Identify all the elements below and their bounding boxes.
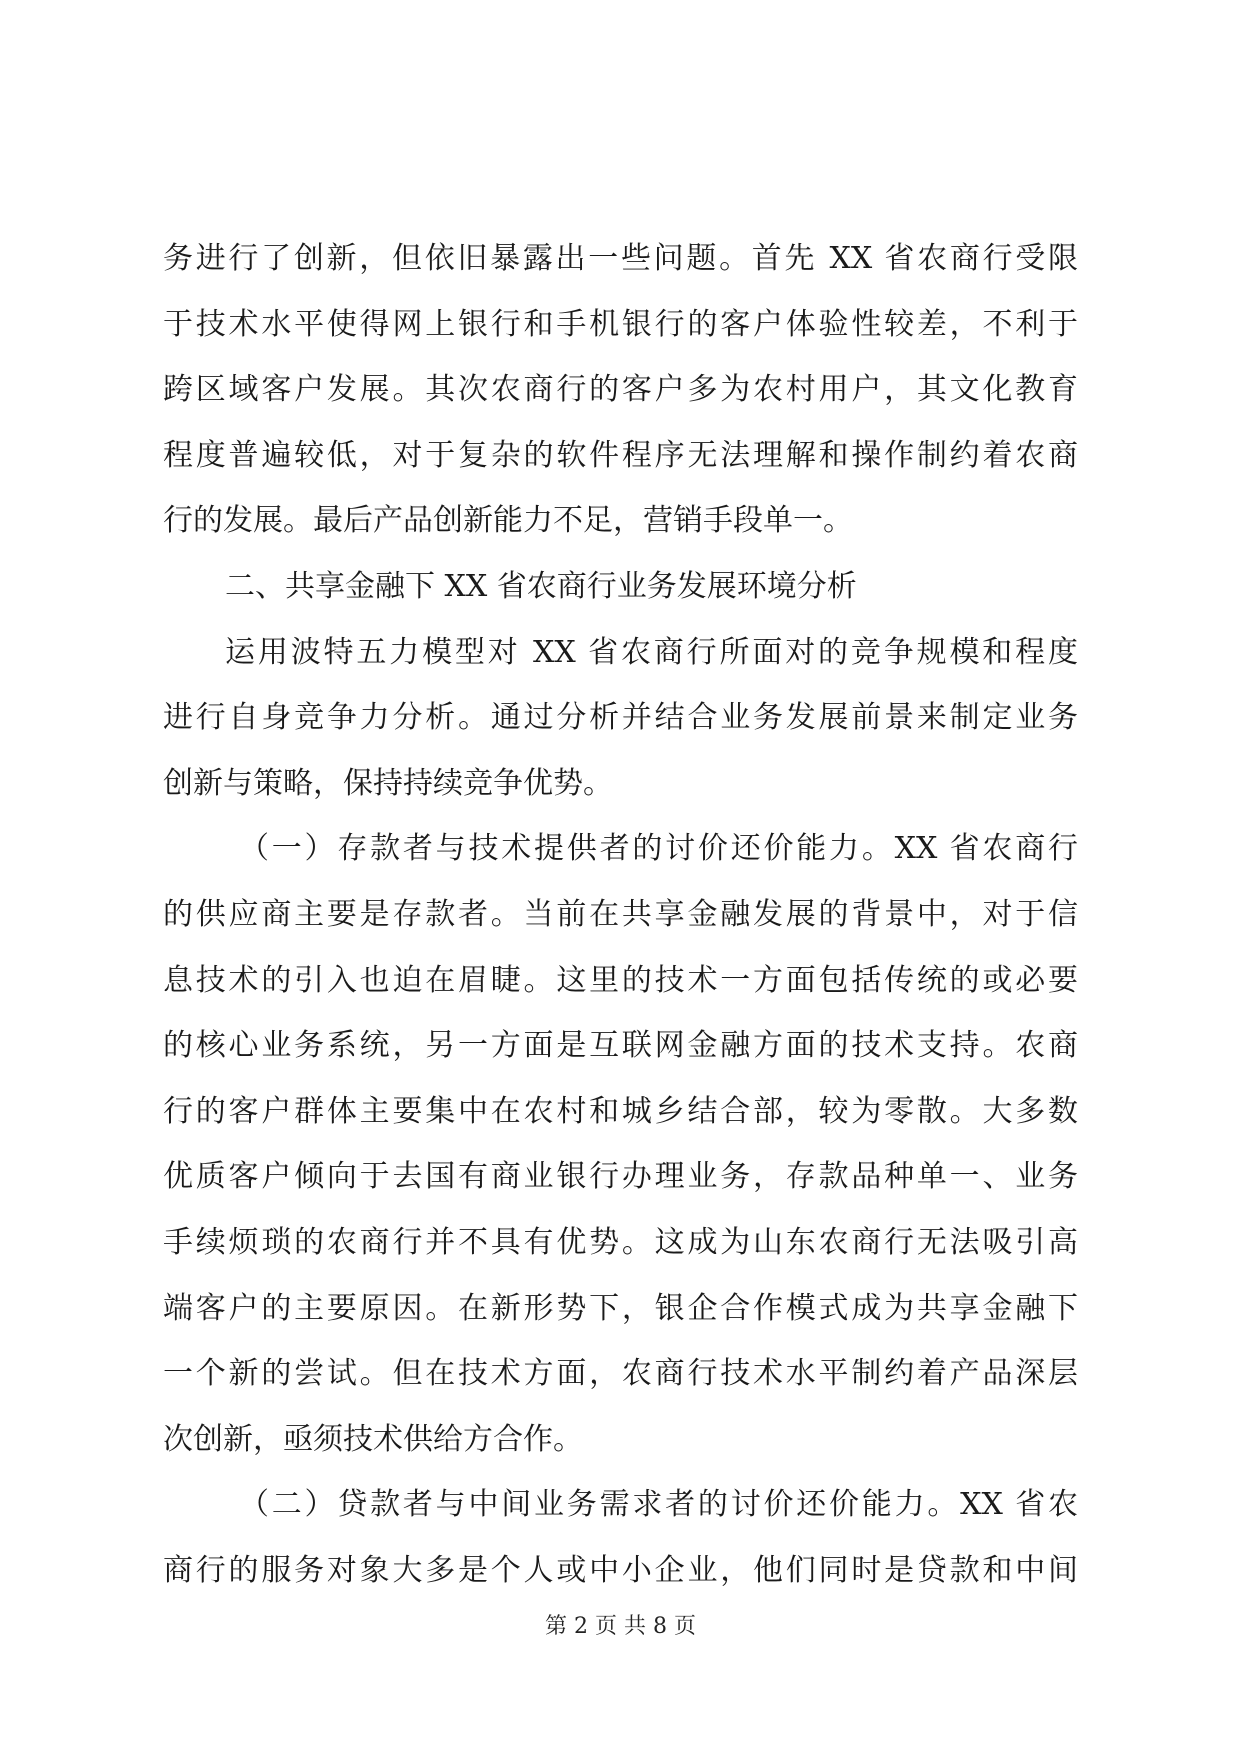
- section-heading: 二、共享金融下 XX 省农商行业务发展环境分析: [225, 568, 857, 604]
- text-line: 次创新，亟须技术供给方合作。: [163, 1421, 583, 1457]
- page-number-footer: 第 2 页 共 8 页: [545, 1614, 696, 1639]
- text-line: 创新与策略，保持持续竞争优势。: [163, 765, 613, 801]
- text-line: 进行自身竞争力分析。通过分析并结合业务发展前景来制定业务: [163, 700, 1078, 736]
- subsection-heading-line: （二）贷款者与中间业务需求者的讨价还价能力。XX 省农: [239, 1487, 1078, 1523]
- document-body: [163, 226, 1078, 1603]
- text-line: 一个新的尝试。但在技术方面，农商行技术水平制约着产品深层: [163, 1356, 1078, 1392]
- text-line: 程度普遍较低，对于复杂的软件程序无法理解和操作制约着农商: [163, 437, 1078, 473]
- text-line: 息技术的引入也迫在眉睫。这里的技术一方面包括传统的或必要: [163, 962, 1078, 998]
- text-line: 的核心业务系统，另一方面是互联网金融方面的技术支持。农商: [163, 1028, 1078, 1064]
- text-line: 优质客户倾向于去国有商业银行办理业务，存款品种单一、业务: [163, 1159, 1078, 1195]
- text-line: 行的发展。最后产品创新能力不足，营销手段单一。: [163, 503, 853, 539]
- text-line: 商行的服务对象大多是个人或中小企业，他们同时是贷款和中间: [163, 1552, 1078, 1588]
- text-line: 的供应商主要是存款者。当前在共享金融发展的背景中，对于信: [163, 896, 1078, 932]
- paragraph-first-line: 运用波特五力模型对 XX 省农商行所面对的竞争规模和程度: [225, 634, 1078, 670]
- text-line: 行的客户群体主要集中在农村和城乡结合部，较为零散。大多数: [163, 1093, 1078, 1129]
- text-line: 务进行了创新，但依旧暴露出一些问题。首先 XX 省农商行受限: [163, 241, 1078, 276]
- text-line: 于技术水平使得网上银行和手机银行的客户体验性较差，不利于: [163, 306, 1078, 342]
- text-line: 跨区域客户发展。其次农商行的客户多为农村用户，其文化教育: [163, 372, 1078, 408]
- text-line: 手续烦琐的农商行并不具有优势。这成为山东农商行无法吸引高: [163, 1224, 1078, 1260]
- subsection-heading-line: （一）存款者与技术提供者的讨价还价能力。XX 省农商行: [239, 831, 1078, 867]
- text-line: 端客户的主要原因。在新形势下，银企合作模式成为共享金融下: [163, 1290, 1078, 1326]
